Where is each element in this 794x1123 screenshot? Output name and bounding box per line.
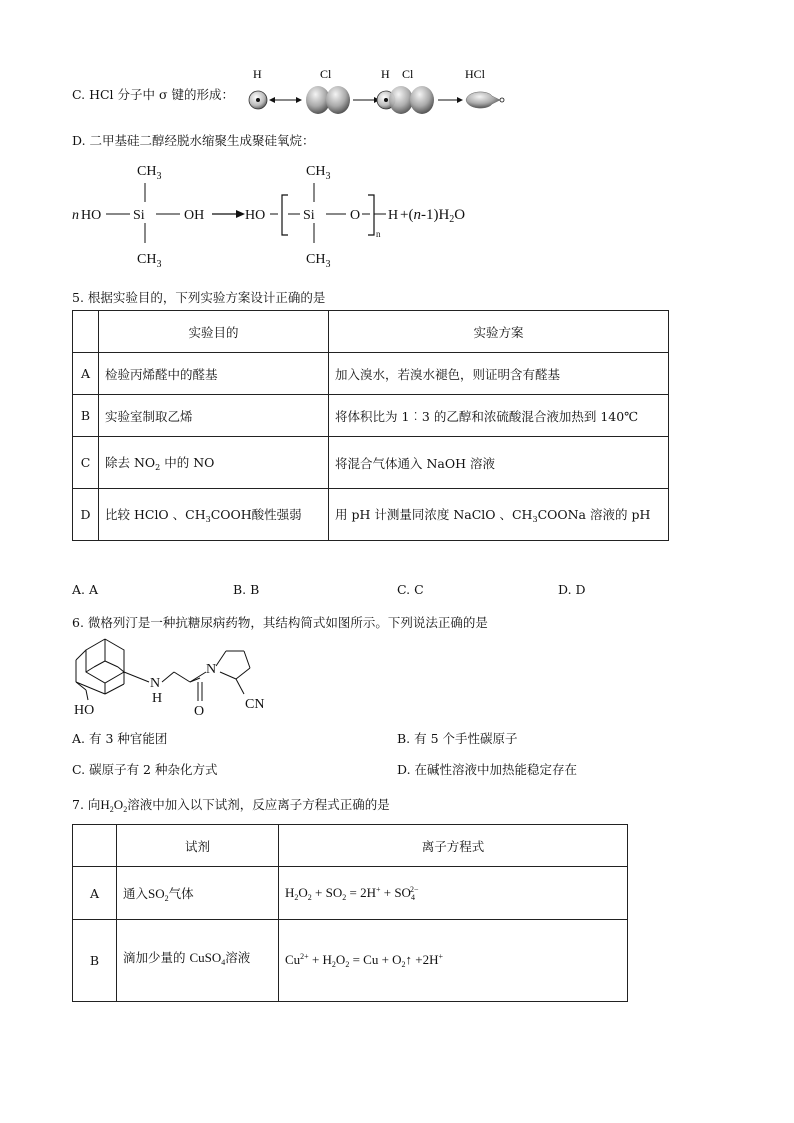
svg-text:n: n (72, 208, 79, 223)
svg-text:n: n (376, 229, 381, 239)
svg-text:+(n-1)H2O: $+(n-1)H_2O$ (400, 207, 466, 225)
cl-label-1: Cl (320, 67, 332, 81)
q7-equation-b: $Cu^{2+} + H_2O_2 = Cu$ + $O_2↑ +2H^+$ (279, 920, 628, 1002)
q5-stem: 5. 根据实验目的，下列实验方案设计正确的是 (72, 290, 326, 305)
svg-text:CH3: $CH_3$ (306, 164, 331, 182)
q6-option-d: D. 在碱性溶液中加热能稳定存在 (397, 762, 578, 777)
q4-d-label: D. 二甲基硅二醇经脱水缩聚生成聚硅氧烷： (72, 133, 315, 148)
q5-header-goal: 实验目的 (99, 311, 329, 353)
h-label-1: H (253, 67, 262, 81)
cl-label-2: Cl (402, 67, 414, 81)
q6-option-a: A. 有 3 种官能团 (72, 731, 168, 746)
hcl-sigma-orbital (466, 92, 500, 108)
table-row: A 通入$SO_2$气体 $H_2O_2 + SO_2 = 2H^+ + SO_4^{2-}$ (73, 867, 628, 920)
svg-text:CN: CN (245, 697, 265, 712)
q4-c-label: C. HCl 分子中 σ 键的形成： (72, 87, 234, 102)
q5-option-b: B. B (233, 582, 260, 597)
q5-option-a: A. A (72, 582, 99, 597)
svg-text:H: H (152, 691, 163, 706)
svg-text:Si: Si (133, 208, 145, 223)
q7-equation-a: $H_2O_2 + SO_2 = 2H^+ + SO_4^{2-}$ (279, 867, 628, 920)
q6-stem: 6. 微格列汀是一种抗糖尿病药物，其结构简式如图所示。下列说法正确的是 (72, 615, 488, 630)
hcl-label: HCl (465, 67, 486, 81)
svg-text:CH3: $CH_3$ (137, 164, 162, 182)
svg-text:N: N (150, 676, 161, 691)
svg-text:HO: HO (81, 208, 102, 223)
table-row: B 实验室制取乙烯 将体积比为 1︰3 的乙醇和浓硫酸混合液加热到 140℃ (73, 395, 669, 437)
q7-header-equation: 离子方程式 (279, 825, 628, 867)
svg-text:H: H (388, 208, 399, 223)
hcl-sigma-bond-diagram (240, 62, 510, 118)
q5-header-plan: 实验方案 (329, 311, 669, 353)
q6-option-c: C. 碳原子有 2 种杂化方式 (72, 762, 218, 777)
overlap-p-right (410, 86, 434, 114)
table-row: D 比较 HClO 、$CH_3COOH$酸性强弱 用 pH 计测量同浓度 NaClO 、$CH_3COONa$ 溶液的 pH (73, 489, 669, 541)
q5-option-c: C. C (397, 582, 424, 597)
vildagliptin-structure (72, 634, 282, 718)
q5-option-d: D. D (558, 582, 586, 597)
table-row: A 检验丙烯醛中的醛基 加入溴水，若溴水褪色，则证明含有醛基 (73, 353, 669, 395)
svg-text:OH: OH (184, 208, 205, 223)
svg-text:N: N (206, 662, 217, 677)
svg-text:HO: HO (74, 703, 95, 718)
q6-option-b: B. 有 5 个手性碳原子 (397, 731, 518, 746)
svg-text:CH3: $CH_3$ (137, 252, 162, 270)
table-row: B 滴加少量的 CuSO$_4$溶液 $Cu^{2+} + H_2O_2 = Cu$ + $O_2↑ +2H^+$ (73, 920, 628, 1002)
q7-table (72, 824, 628, 1002)
svg-text:O: O (194, 704, 205, 718)
q7-header-reagent: 试剂 (117, 825, 279, 867)
svg-text:CH3: $CH_3$ (306, 252, 331, 270)
table-row: C 除去 $NO_2$ 中的 NO 将混合气体通入 NaOH 溶液 (73, 437, 669, 489)
table-row (73, 311, 669, 353)
svg-text:HO: HO (245, 208, 266, 223)
polysiloxane-reaction (70, 155, 510, 275)
table-row (73, 825, 628, 867)
q5-table (72, 310, 669, 541)
overlap-p-left (389, 86, 413, 114)
q7-stem: 7. 向$H_2O_2$溶液中加入以下试剂，反应离子方程式正确的是 (72, 797, 390, 814)
svg-text:O: O (350, 208, 361, 223)
cl-p-orbital-right-lobe (326, 86, 350, 114)
svg-text:Si: Si (303, 208, 315, 223)
h-label-2: H (381, 67, 390, 81)
